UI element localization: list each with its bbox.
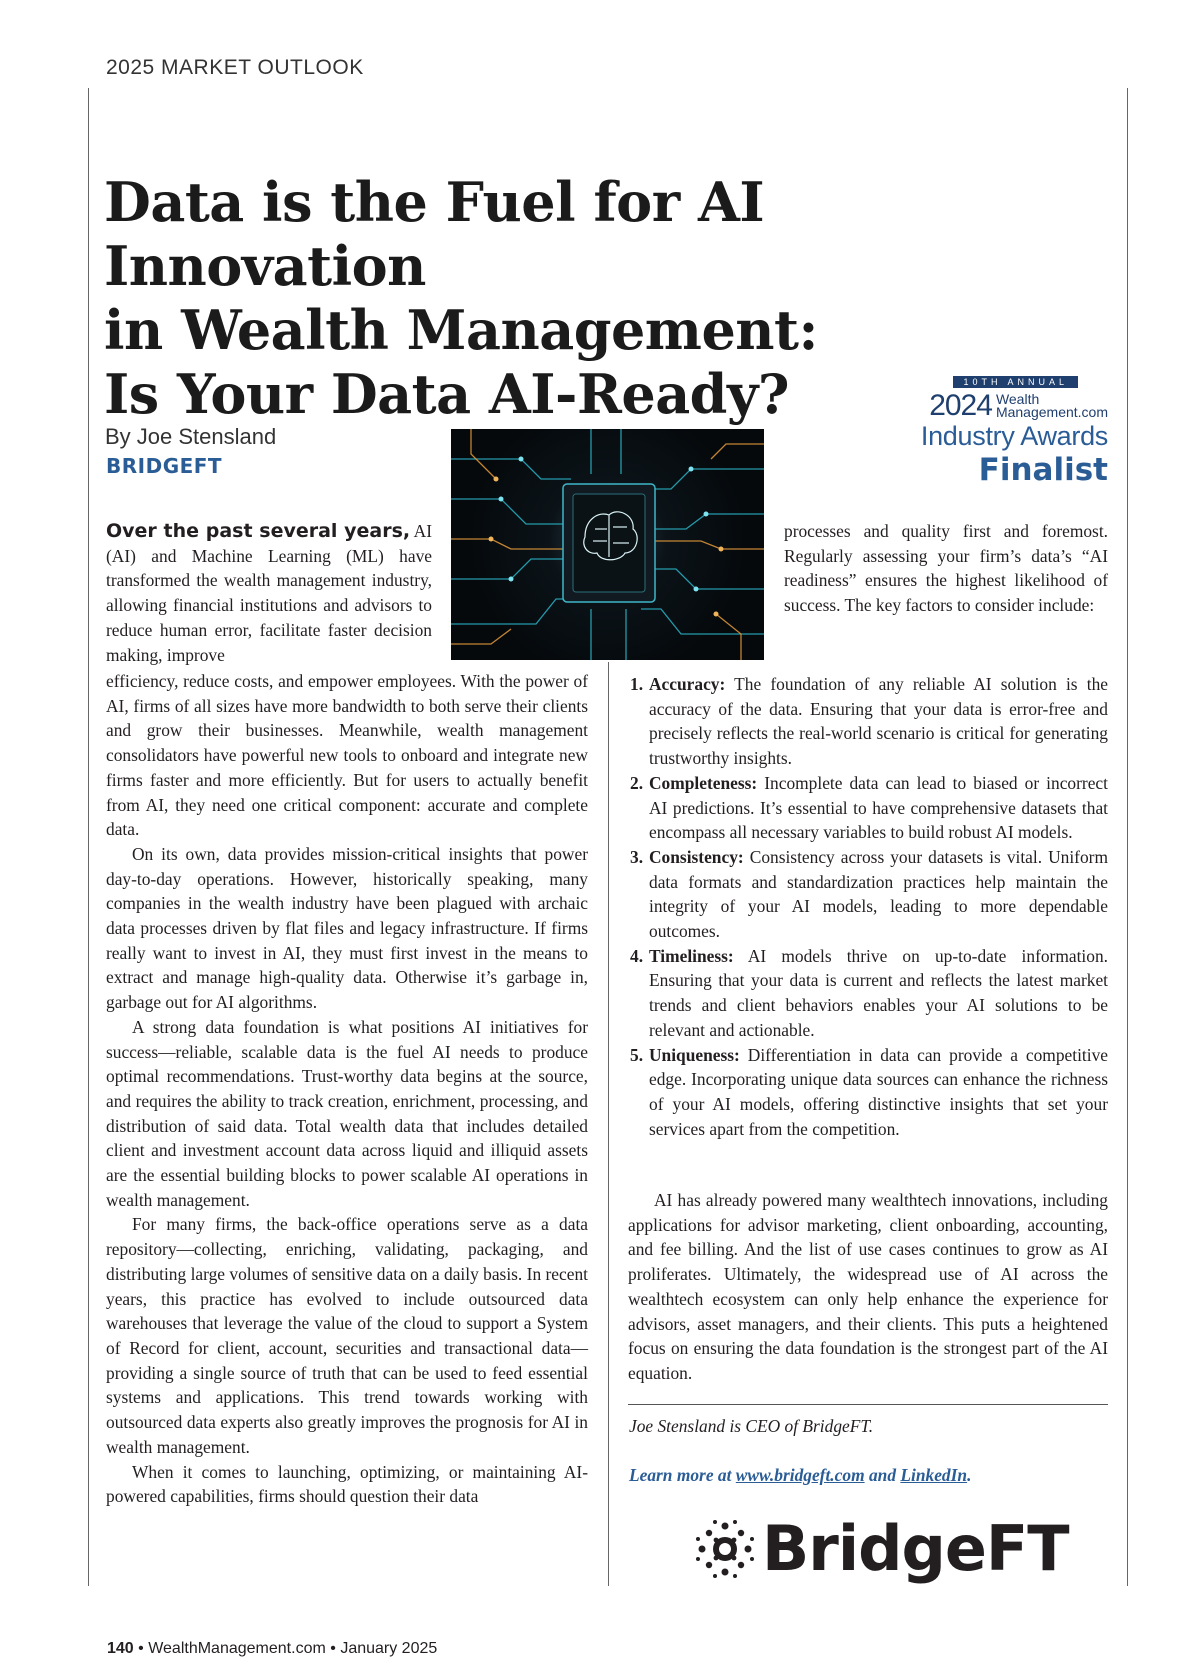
factor-number: 3. xyxy=(630,846,644,867)
page-footer xyxy=(107,1640,437,1658)
factor-text: AI models thrive on up-to-date information. Ensuring that your data is current and reflects the latest market trends and client behaviors enables your AI solutions to be relevant and actionable. xyxy=(649,945,1108,1040)
factor-name: Completeness: xyxy=(649,772,758,793)
factor-number: 1. xyxy=(630,674,644,694)
factor-number: 5. xyxy=(630,1044,644,1065)
industry-award-badge xyxy=(880,372,1108,489)
factor-name: Uniqueness: xyxy=(649,1044,740,1065)
page-number: 140 xyxy=(107,1640,134,1657)
bridgeft-website-link[interactable]: www.bridgeft.com xyxy=(735,1465,865,1485)
title-line: Data is the Fuel for AI Innovation xyxy=(104,170,765,298)
learn-more xyxy=(629,1465,971,1486)
body-paragraph: A strong data foundation is what positions AI initiatives for success—reliable, scalable data is the fuel AI needs to produce optimal recommendations. Trust-worthy data begins at the source, and requires the ability to track creation, enrichment, processing, and distribution of said data. Total wealth data that includes detailed client and investment account data across liquid and illiquid assets are the essential building blocks to power scalable AI operations in wealth management. xyxy=(106,1016,588,1210)
footer-date: January 2025 xyxy=(340,1640,438,1657)
factor-text: Differentiation in data can provide a competitive edge. Incorporating unique data sources can enhance the richness of your AI models, offering distinctive insights that set your services apart from the competition. xyxy=(649,1044,1108,1139)
page-left-rule xyxy=(88,88,89,1586)
footer-publication: WealthManagement.com xyxy=(148,1640,326,1657)
footer-separator: • xyxy=(138,1640,144,1657)
bio-divider xyxy=(628,1404,1108,1405)
learn-and: and xyxy=(868,1465,897,1485)
factor-number: 4. xyxy=(630,945,644,966)
intro-paragraph-bottom: efficiency, reduce costs, and empower employees. With the power of AI, firms of all sizes have more bandwidth to both serve their clients and grow their businesses. Meanwhile, wealth management consolidators have powerful new tools to onboard and integrate new firms faster and more efficiently. But for users to actually benefit from AI, they need one critical component: accurate and complete data. xyxy=(106,671,588,840)
page-right-rule xyxy=(1127,88,1128,1586)
award-site-line2: Management.com xyxy=(995,404,1108,420)
closing-paragraph xyxy=(628,1188,1108,1386)
list-item xyxy=(630,845,1108,944)
award-status: Finalist xyxy=(978,452,1108,488)
award-year-row xyxy=(880,391,1108,421)
factor-name: Consistency: xyxy=(649,846,744,867)
award-year: 2024 xyxy=(929,389,992,422)
left-column-body xyxy=(106,669,588,1509)
bridgeft-logo xyxy=(694,1514,1069,1584)
list-item xyxy=(630,771,1108,845)
ai-chip-image xyxy=(451,429,764,660)
brand-name: BridgeFT xyxy=(762,1512,1069,1585)
key-factors-list xyxy=(630,672,1108,1141)
footer-separator: • xyxy=(330,1640,336,1657)
award-annual: 10TH ANNUAL xyxy=(953,376,1078,388)
title-line: in Wealth Management: xyxy=(104,298,818,362)
bridgeft-mark-icon xyxy=(694,1518,756,1580)
closing-text: AI has already powered many wealthtech innovations, including applications for advisor marketing, client onboarding, accounting, and fee billing. And the list of use cases continues to grow as AI proliferates. Ultimately, the widespread use of AI across the wealthtech ecosystem can only help enhance the experience for advisors, asset managers, and their clients. This puts a heightened focus on ensuring the data foundation is the strongest part of the AI equation. xyxy=(628,1190,1108,1383)
factor-name: Timeliness: xyxy=(649,945,734,966)
factor-name: Accuracy: xyxy=(649,674,726,694)
list-item xyxy=(630,944,1108,1043)
title-line: Is Your Data AI-Ready? xyxy=(104,362,789,426)
author-bio: Joe Stensland is CEO of BridgeFT. xyxy=(629,1416,874,1436)
learn-suffix: . xyxy=(967,1465,972,1485)
circuit-brain-icon xyxy=(451,429,764,660)
right-column-intro: processes and quality first and foremost. Regularly assessing your firm’s data’s “AI readiness” ensures the highest likelihood of success. The key factors to consider include: xyxy=(784,521,1108,616)
section-label: 2025 MARKET OUTLOOK xyxy=(106,56,364,79)
body-paragraph: For many firms, the back-office operations serve as a data repository—collecting, enriching, validating, packaging, and distributing large volumes of sensitive data on a daily basis. In recent years, this practice has evolved to include outsourced data warehouses that leverage the value of the cloud to support a System of Record for client, account, securities and transactional data—providing a single source of truth that can be used to feed essential systems and applications. This trend towards working with outsourced data experts also greatly improves the prognosis for AI in wealth management. xyxy=(106,1214,588,1457)
factor-text: The foundation of any reliable AI solution is the accuracy of the data. Ensuring that your data is error-free and precisely reflects the real-world scenario is critical for generating trustworthy insights. xyxy=(649,674,1108,769)
award-name: Industry Awards xyxy=(920,421,1108,451)
factor-text: Incomplete data can lead to biased or incorrect AI predictions. It’s essential to have comprehensive datasets that encompass all necessary variables to build robust AI models. xyxy=(649,772,1108,843)
body-paragraph: When it comes to launching, optimizing, or maintaining AI-powered capabilities, firms should question their data xyxy=(106,1461,588,1507)
list-item xyxy=(630,1043,1108,1142)
intro-text-top: AI (AI) and Machine Learning (ML) have transformed the wealth management industry, allowing financial institutions and advisors to reduce human error, facilitate faster decision making, improve xyxy=(106,521,432,665)
intro-paragraph-top xyxy=(106,519,432,667)
award-site-line1: Wealth xyxy=(995,391,1040,407)
factor-number: 2. xyxy=(630,772,644,793)
list-item xyxy=(630,672,1108,771)
author-company: BRIDGEFT xyxy=(106,454,223,478)
column-divider xyxy=(608,662,609,1586)
byline: By Joe Stensland xyxy=(105,424,277,449)
learn-prefix: Learn more at xyxy=(629,1465,732,1485)
linkedin-link[interactable]: LinkedIn xyxy=(900,1465,968,1485)
factor-text: Consistency across your datasets is vital. Uniform data formats and standardization practices help maintain the integrity of your AI models, leading to more dependable outcomes. xyxy=(649,846,1108,942)
lead-in: Over the past several years, xyxy=(106,520,411,542)
body-paragraph: On its own, data provides mission-critical insights that power day-to-day operations. However, historically speaking, many companies in the wealth industry have been plagued with archaic data processes driven by flat files and legacy infrastructure. If firms really want to invest in AI, they must first invest in the means to extract and manage high-quality data. Otherwise it’s garbage in, garbage out for AI algorithms. xyxy=(106,843,588,1013)
award-site xyxy=(996,393,1108,419)
